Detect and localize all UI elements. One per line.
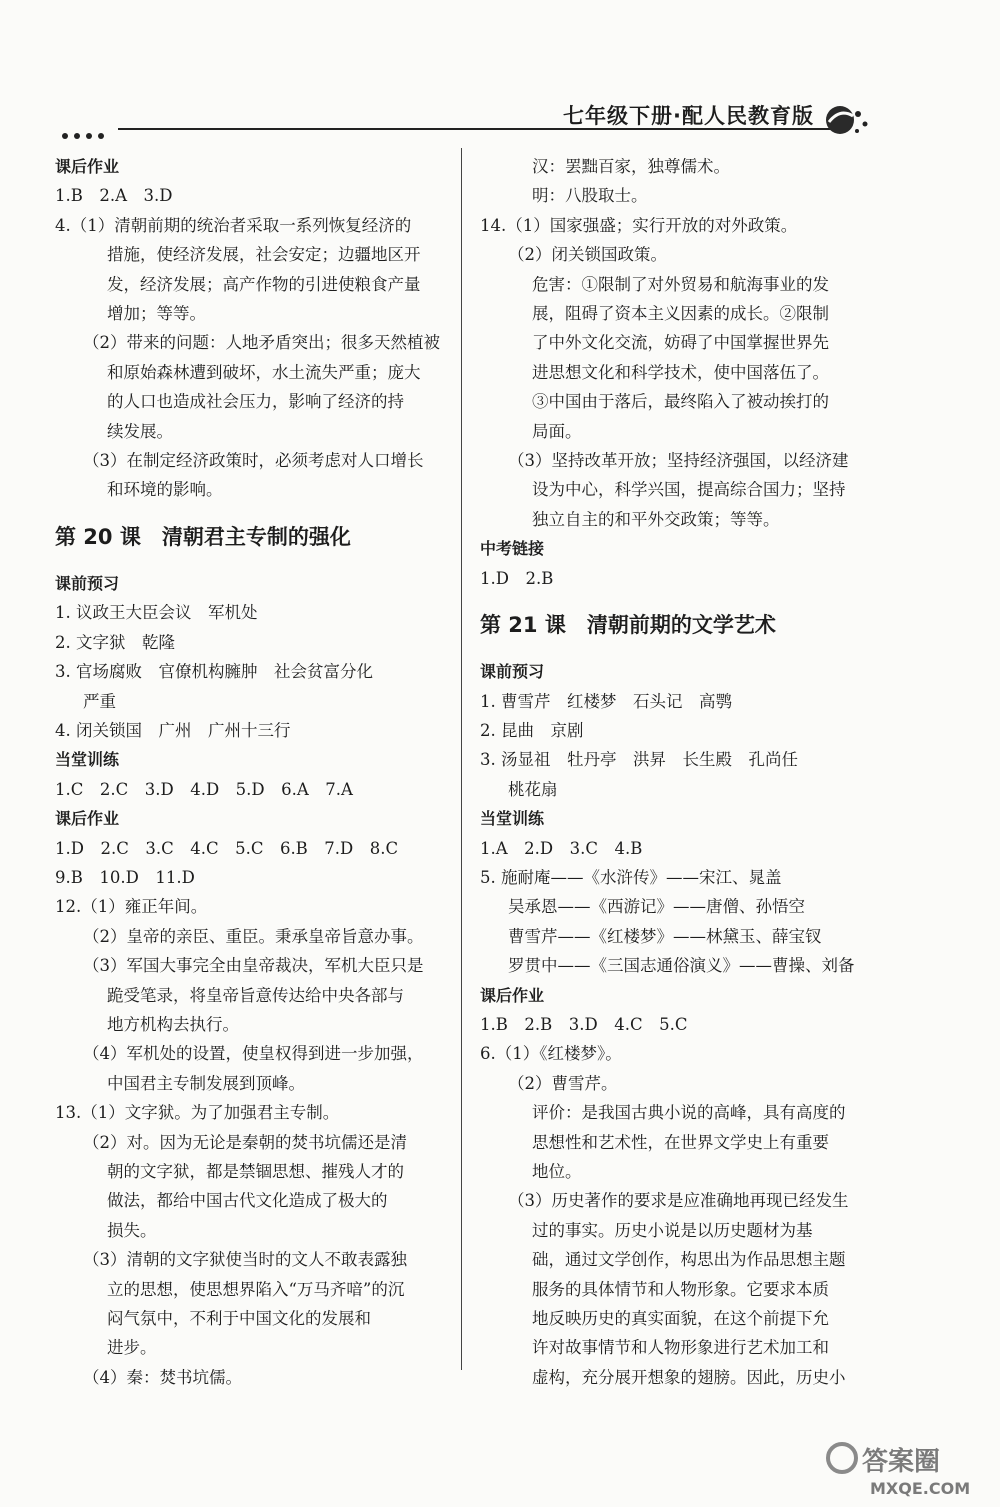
answer-line: 局面。	[532, 421, 582, 441]
answer-line: 评价：是我国古典小说的高峰，具有高度的	[532, 1103, 846, 1123]
answer-line: 1.B 2.B 3.D 4.C 5.C	[480, 1014, 688, 1034]
answer-line: 4. 闭关锁国 广州 广州十三行	[55, 720, 291, 740]
left-column	[55, 152, 450, 1392]
answer-line: 设为中心，科学兴国，提高综合国力；坚持	[532, 480, 846, 500]
column-divider	[461, 148, 462, 1370]
answer-line: 吴承恩——《西游记》——唐僧、孙悟空	[508, 897, 805, 917]
answer-line: 续发展。	[107, 421, 173, 441]
answer-line: 14.（1）国家强盛；实行开放的对外政策。	[480, 215, 798, 235]
answer-line: 措施，使经济发展，社会安定；边疆地区开	[107, 245, 421, 265]
answer-line: 和原始森林遭到破坏，水土流失严重；庞大	[107, 362, 421, 382]
page-title: 七年级下册·配人民教育版	[563, 104, 814, 128]
answer-line: 和环境的影响。	[107, 480, 223, 500]
answer-line: （3）军国大事完全由皇帝裁决，军机大臣只是	[83, 956, 424, 976]
publisher-logo-icon	[820, 100, 872, 140]
answer-line: （2）皇帝的亲臣、重臣。秉承皇帝旨意办事。	[83, 926, 424, 946]
section-heading: 课后作业	[55, 157, 120, 176]
answer-line: （2）闭关锁国政策。	[508, 245, 667, 265]
answer-line: 1.D 2.C 3.C 4.C 5.C 6.B 7.D 8.C	[55, 838, 399, 858]
answer-line: 1. 曹雪芹 红楼梦 石头记 高鹗	[480, 691, 732, 711]
answer-line: 曹雪芹——《红楼梦》——林黛玉、薛宝钗	[508, 926, 822, 946]
section-heading: 当堂训练	[55, 750, 120, 770]
section-heading: 课前预习	[480, 662, 545, 682]
answer-line: 了中外文化交流，妨碍了中国掌握世界先	[532, 333, 829, 353]
answer-line: 4.（1）清朝前期的统治者采取一系列恢复经济的	[55, 215, 412, 235]
answer-line: （4）军机处的设置，使皇权得到进一步加强，	[83, 1044, 424, 1064]
answer-line: 朝的文字狱，都是禁锢思想、摧残人才的	[107, 1162, 404, 1181]
answer-line: （2）对。因为无论是秦朝的焚书坑儒还是清	[83, 1132, 407, 1152]
answer-line: 严重	[83, 691, 116, 711]
answer-line: （4）秦：焚书坑儒。	[83, 1367, 242, 1387]
section-heading: 当堂训练	[480, 809, 545, 829]
answer-line: （3）历史著作的要求是应准确地再现已经发生	[508, 1191, 849, 1211]
answer-line: 跪受笔录，将皇帝旨意传达给中央各部与	[107, 985, 404, 1005]
answer-line: 立的思想，使思想界陷入“万马齐喑”的沉	[107, 1279, 405, 1299]
answer-line: 罗贯中——《三国志通俗演义》——曹操、刘备	[508, 956, 855, 976]
watermark-logo	[800, 1440, 990, 1500]
answer-line: 独立自主的和平外交政策；等等。	[532, 509, 780, 529]
answer-line: 进思想文化和科学技术，使中国落伍了。	[532, 362, 829, 382]
answer-line: 危害：①限制了对外贸易和航海事业的发	[532, 274, 829, 294]
answer-line: （3）在制定经济政策时，必须考虑对人口增长	[83, 451, 424, 471]
answer-line: （2）曹雪芹。	[508, 1073, 618, 1093]
answer-line: 1.C 2.C 3.D 4.D 5.D 6.A 7.A	[55, 779, 353, 799]
answer-line: 12.（1）雍正年间。	[55, 897, 208, 917]
answer-line: 地反映历史的真实面貌，在这个前提下允	[532, 1309, 829, 1329]
right-column	[480, 152, 880, 1392]
answer-line: 1. 议政王大臣会议 军机处	[55, 603, 258, 623]
answer-line: 明：八股取士。	[532, 186, 648, 206]
answer-line: 服务的具体情节和人物形象。它要求本质	[532, 1279, 829, 1299]
answer-line: 的人口也造成社会压力，影响了经济的持	[107, 392, 404, 412]
section-heading: 课后作业	[55, 809, 120, 829]
answer-line: 展，阻碍了资本主义因素的成长。②限制	[532, 304, 829, 324]
answer-line: 地位。	[532, 1162, 582, 1181]
answer-line: 础，通过文学创作，构思出为作品思想主题	[532, 1250, 846, 1270]
header-dots	[62, 124, 122, 134]
answer-line: 损失。	[107, 1220, 157, 1240]
answer-line: （3）清朝的文字狱使当时的文人不敢表露独	[83, 1250, 407, 1270]
answer-line: （2）带来的问题：人地矛盾突出；很多天然植被	[83, 333, 440, 353]
answer-line: 3. 官场腐败 官僚机构臃肿 社会贫富分化	[55, 662, 373, 682]
answer-line: 1.D 2.B	[480, 568, 554, 588]
answer-line: 地方机构去执行。	[107, 1014, 239, 1034]
section-heading: 课前预习	[55, 573, 120, 593]
answer-line: 做法，都给中国古代文化造成了极大的	[107, 1191, 388, 1211]
answer-line: 过的事实。历史小说是以历史题材为基	[532, 1220, 813, 1240]
answer-line: 1.A 2.D 3.C 4.B	[480, 838, 643, 858]
answer-line: 增加；等等。	[107, 304, 206, 324]
watermark-cn: 答案圈	[862, 1447, 941, 1477]
answer-line: 汉：罢黜百家，独尊儒术。	[532, 157, 730, 176]
answer-line: （3）坚持改革开放；坚持经济强国，以经济建	[508, 451, 849, 471]
answer-line: 虚构，充分展开想象的翅膀。因此，历史小	[532, 1367, 846, 1387]
answer-line: 发，经济发展；高产作物的引进使粮食产量	[107, 274, 421, 294]
answer-line: 中国君主专制发展到顶峰。	[107, 1073, 305, 1093]
answer-line: 进步。	[107, 1338, 157, 1358]
answer-line: 1.B 2.A 3.D	[55, 186, 173, 206]
answer-line: 许对故事情节和人物形象进行艺术加工和	[532, 1338, 829, 1358]
answer-line: 6.（1）《红楼梦》。	[480, 1044, 622, 1064]
lesson-title: 第 21 课 清朝前期的文学艺术	[480, 613, 776, 638]
answer-line: 13.（1）文字狱。为了加强君主专制。	[55, 1103, 340, 1123]
answer-line: 闷气氛中，不利于中国文化的发展和	[107, 1309, 371, 1329]
answer-line: 桃花扇	[508, 779, 558, 799]
answer-line: 3. 汤显祖 牡丹亭 洪昇 长生殿 孔尚任	[480, 750, 798, 770]
section-heading: 中考链接	[480, 539, 545, 559]
section-heading: 课后作业	[480, 985, 545, 1005]
answer-line: 9.B 10.D 11.D	[55, 867, 195, 887]
answer-line: ③中国由于落后，最终陷入了被动挨打的	[532, 392, 829, 412]
answer-line: 2. 昆曲 京剧	[480, 720, 584, 740]
answer-line: 5. 施耐庵——《水浒传》——宋江、晁盖	[480, 867, 782, 887]
watermark-en: MXQE.COM	[870, 1479, 971, 1498]
lesson-title: 第 20 课 清朝君主专制的强化	[55, 524, 351, 549]
answer-line: 思想性和艺术性，在世界文学史上有重要	[532, 1132, 829, 1152]
answer-line: 2. 文字狱 乾隆	[55, 632, 175, 652]
